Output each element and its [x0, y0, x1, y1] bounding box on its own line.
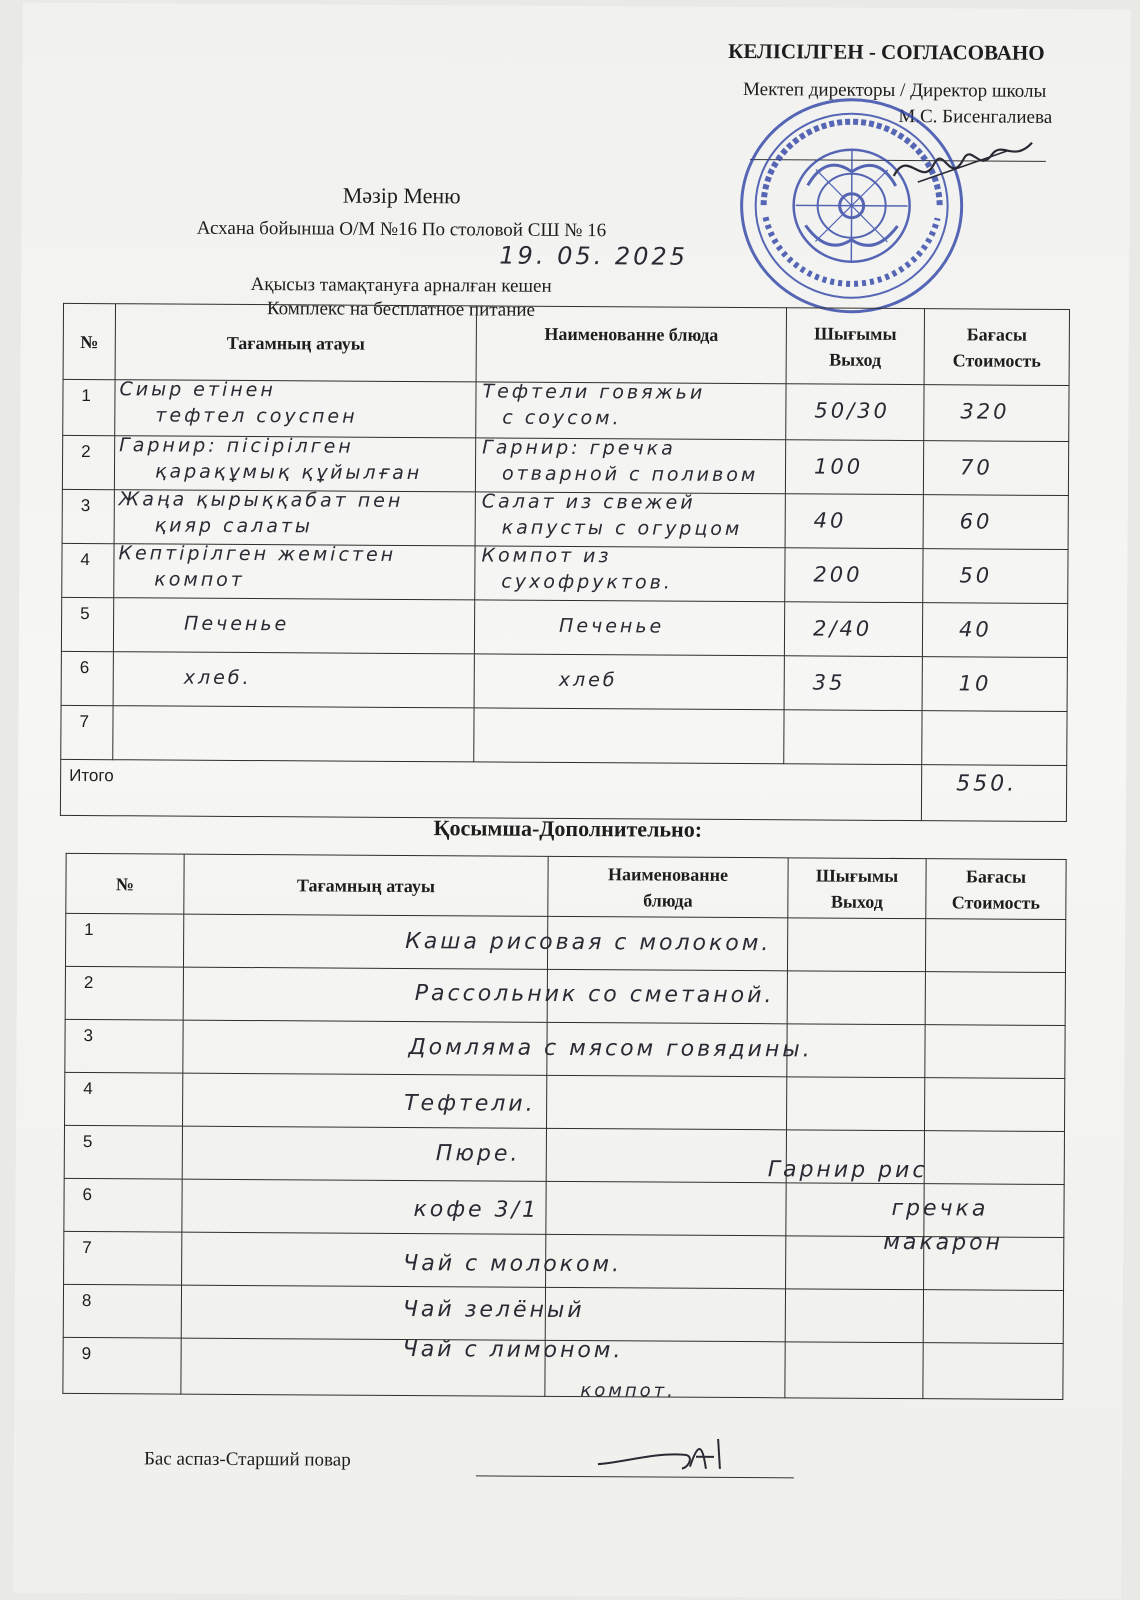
extra-dish-entry: кофе 3/1: [413, 1197, 540, 1223]
dish-name-ru-line: отварной с поливом: [501, 462, 759, 487]
extra-row-number: 3: [65, 1019, 183, 1073]
dish-price: [924, 385, 1069, 442]
row-number-text: 2: [81, 441, 91, 462]
dish-output-text: 50/30: [814, 398, 890, 423]
row-number-text: 7: [79, 711, 90, 732]
complex-ru: Комплекс на бесплатное питание: [266, 298, 536, 321]
garnish-line: Гарнир рис: [767, 1157, 928, 1184]
extra-cell: [787, 971, 925, 1025]
dish-name-ru-line: Гарнир: гречка: [482, 436, 676, 460]
dish-name-kz-line: Кептірілген жемістен: [118, 542, 397, 566]
dish-price: [923, 549, 1068, 604]
total-value: 550.: [956, 771, 1018, 797]
garnish-line: макарон: [883, 1229, 1004, 1256]
dish-output: [784, 602, 922, 657]
dish-name-kz-line: хлеб.: [183, 666, 252, 690]
row-number: [61, 651, 113, 705]
dish-name-ru: [474, 654, 784, 710]
dish-name-kz: [113, 598, 474, 654]
dish-name-kz: [115, 380, 476, 438]
extra-col-ru-name-header: Наименованне блюда: [548, 856, 788, 917]
extra-cell: [546, 1128, 786, 1182]
dish-name-ru: [475, 438, 785, 494]
dish-output-text: 100: [813, 454, 864, 479]
extra-dish-entry: Чай с лимоном.: [402, 1336, 624, 1364]
director-signature: [888, 128, 1038, 199]
total-row: [60, 759, 1066, 821]
dish-name-ru-line: Тефтели говяжьи: [482, 380, 706, 404]
extra-dish-entry: Рассольник со сметаной.: [414, 981, 775, 1009]
dish-name-ru: [476, 382, 786, 440]
row-number: [63, 379, 115, 435]
dish-name-kz: [113, 652, 474, 708]
extra-dish-entry: Домляма с мясом говядины.: [408, 1035, 813, 1063]
extra-cell: [924, 1078, 1064, 1132]
dish-name-ru: [474, 600, 784, 656]
extra-col-output-header: Шығымы Выход: [788, 858, 926, 919]
dish-price: [923, 495, 1068, 550]
dish-output: [784, 656, 922, 711]
extra-row-number: 4: [65, 1072, 183, 1126]
chef-signature: [594, 1426, 734, 1483]
extra-row-number: 7: [64, 1231, 182, 1285]
dish-price-text: 60: [959, 509, 993, 534]
menu-row: [62, 543, 1068, 603]
extra-row-number: 9: [63, 1337, 181, 1394]
extra-cell: [785, 1342, 923, 1399]
chef-label: Бас аспаз-Старший повар: [143, 1448, 351, 1471]
total-value-cell: [921, 765, 1066, 822]
row-number-text: 3: [80, 495, 91, 516]
approval-name: М.С. Бисенгалиева: [898, 105, 1053, 128]
extra-row-number: 2: [65, 966, 183, 1020]
col-price-header: Бағасы Стоимость: [924, 309, 1069, 386]
extra-cell: [786, 1077, 924, 1131]
dish-output-text: 40: [813, 508, 847, 533]
complex-kz: Ақысыз тамақтануға арналған кешен: [250, 274, 552, 297]
extra-cell: [923, 1343, 1063, 1400]
extra-dish-entry: Пюре.: [435, 1141, 521, 1167]
main-menu-table: [60, 303, 1070, 822]
extra-cell: [925, 1025, 1065, 1079]
extra-row-number: 5: [64, 1125, 182, 1179]
dish-name-ru-line: Компот из: [481, 544, 612, 568]
dish-name-ru-line: Печенье: [559, 614, 665, 638]
col-ru-name-header: Наименованне блюда: [476, 306, 786, 384]
extra-dish-entry: Чай зелёный: [402, 1296, 585, 1324]
dish-output: [784, 710, 922, 765]
extra-cell: [925, 972, 1065, 1026]
dish-name-ru: [475, 546, 785, 602]
dish-output: [785, 440, 923, 495]
official-seal-stamp: [735, 93, 968, 318]
extra-dish-entry: Чай с молоком.: [403, 1250, 623, 1278]
menu-date: 19. 05. 2025: [499, 241, 689, 271]
total-label: Итого: [60, 759, 921, 820]
menu-row: [61, 597, 1067, 657]
menu-row: [63, 379, 1069, 441]
dish-name-kz: [114, 490, 475, 546]
extra-dish-entry: Тефтели.: [404, 1090, 536, 1117]
dish-price-text: 10: [958, 671, 992, 696]
menu-row: [61, 651, 1067, 711]
dish-price-text: 40: [958, 617, 992, 642]
row-number-text: 1: [81, 385, 91, 406]
row-number: [62, 435, 114, 489]
menu-row: [61, 705, 1067, 765]
extra-row-number: 6: [64, 1178, 182, 1232]
extra-cell: [787, 918, 925, 972]
dish-output-text: 35: [812, 670, 846, 695]
dish-name-kz-line: қияр салаты: [154, 514, 314, 538]
dish-name-kz-line: Сиыр етінен: [119, 378, 276, 402]
dish-output: [785, 548, 923, 603]
extra-row-number: 1: [65, 913, 183, 967]
extra-dish-entry: Каша рисовая с молоком.: [405, 928, 772, 957]
row-number-text: 4: [80, 549, 90, 570]
extra-col-num-header: №: [66, 853, 184, 914]
dish-name-kz: [114, 544, 475, 600]
extra-table-header: [66, 853, 1066, 919]
row-number-text: 5: [80, 603, 90, 624]
dish-name-ru-line: капусты с огурцом: [501, 516, 743, 541]
garnish-line: гречка: [891, 1195, 989, 1222]
dish-output-text: 2/40: [812, 616, 873, 641]
dish-name-kz: [114, 436, 475, 492]
dish-output-text: 200: [813, 562, 863, 587]
dish-name-ru-line: хлеб: [558, 668, 618, 692]
dish-name-ru-line: Салат из свежей: [481, 490, 696, 514]
dish-name-kz-line: Жаңа қырыққабат пен: [118, 488, 404, 512]
dish-price: [922, 657, 1067, 712]
row-number: [62, 543, 114, 597]
dish-name-kz: [113, 706, 474, 762]
extra-dish-entry: компот.: [580, 1380, 676, 1402]
extra-cell: [925, 919, 1065, 973]
dish-price: [923, 441, 1068, 496]
extra-col-kz-name-header: Тағамның атауы: [184, 854, 548, 916]
row-number: [61, 705, 113, 759]
col-output-header: Шығымы Выход: [786, 308, 924, 385]
dish-name-ru: [475, 492, 785, 548]
dish-name-kz-line: тефтел соуспен: [155, 404, 358, 428]
extra-col-price-header: Бағасы Стоимость: [926, 859, 1066, 920]
dish-name-ru: [474, 708, 784, 764]
dish-name-kz-line: қарақұмық құйылған: [154, 460, 423, 485]
dish-price-text: 320: [960, 399, 1010, 424]
extra-row-number: 8: [63, 1284, 181, 1338]
main-table-header: [63, 303, 1069, 385]
dish-price-text: 50: [959, 563, 993, 588]
dish-price: [922, 711, 1067, 766]
row-number: [62, 489, 114, 543]
col-kz-name-header: Тағамның атауы: [115, 304, 476, 382]
extra-cell: [546, 1075, 786, 1129]
dish-name-ru-line: сухофруктов.: [501, 570, 673, 594]
dish-name-kz-line: Гарнир: пісірілген: [119, 434, 354, 458]
extra-row: [65, 1072, 1065, 1131]
menu-row: [62, 489, 1068, 549]
dish-name-kz-line: компот: [154, 568, 245, 591]
approval-role: Мектеп директоры / Директор школы: [742, 79, 1047, 102]
extra-cell: [924, 1131, 1064, 1185]
dish-price-text: 70: [959, 455, 993, 480]
approval-title: КЕЛІСІЛГЕН - СОГЛАСОВАНО: [728, 38, 1045, 65]
row-number-text: 6: [79, 657, 90, 678]
dish-name-kz-line: Печенье: [184, 612, 290, 636]
menu-title: Мәзір Меню: [342, 182, 461, 209]
row-number: [61, 597, 113, 651]
extra-cell: [923, 1290, 1063, 1344]
extra-title: Қосымша-Дополнительно:: [433, 815, 703, 842]
extra-cell: [546, 1181, 786, 1235]
canteen-line: Асхана бойынша О/М №16 По столовой СШ № 16: [196, 217, 607, 242]
document-page: [13, 3, 1131, 1600]
dish-output: [786, 384, 924, 441]
extra-cell: [785, 1289, 923, 1343]
dish-price: [922, 603, 1067, 658]
col-num-header: №: [63, 303, 115, 379]
dish-output: [785, 494, 923, 549]
dish-name-ru-line: с соусом.: [502, 406, 622, 430]
menu-row: [62, 435, 1068, 495]
